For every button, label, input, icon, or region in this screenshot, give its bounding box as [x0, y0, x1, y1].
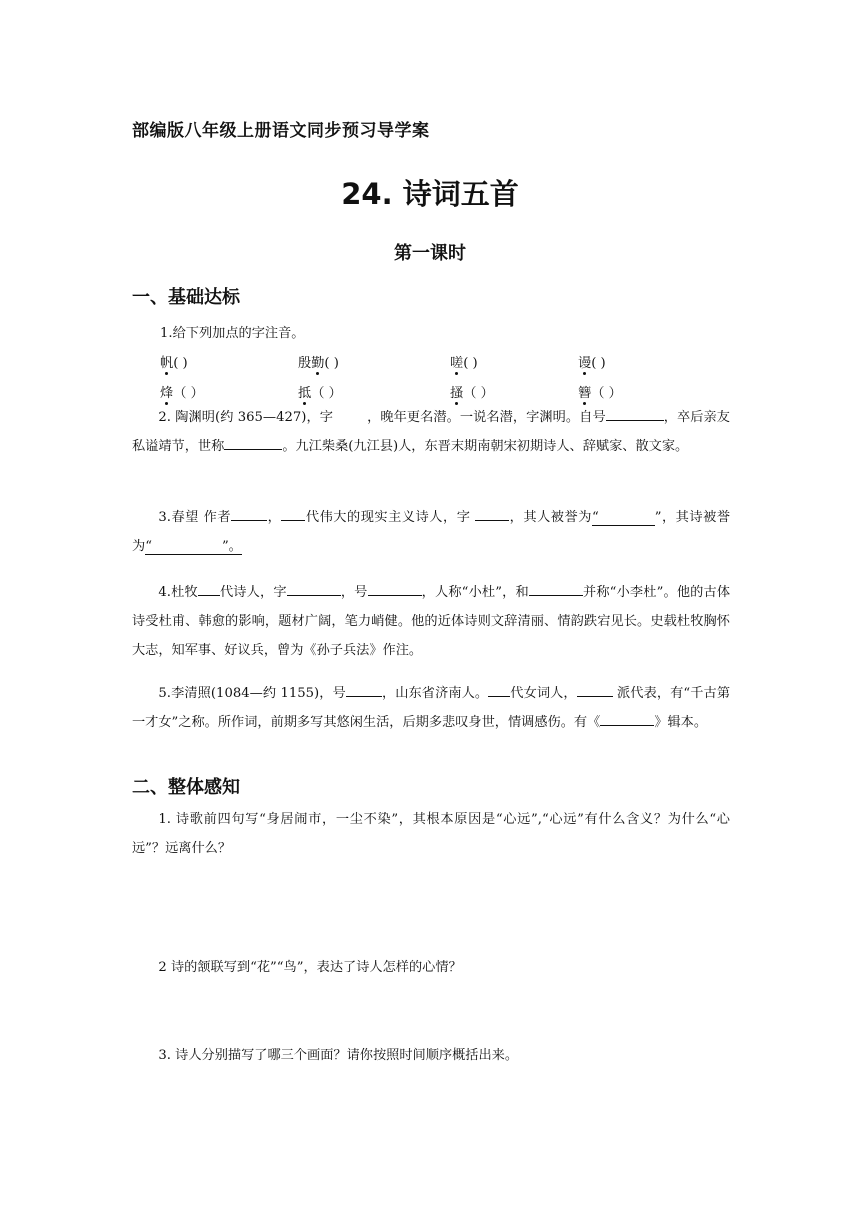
- pinyin-item: 抵（ ）: [298, 382, 342, 401]
- answer-blank[interactable]: [529, 581, 583, 596]
- answer-blank[interactable]: “ ”。: [145, 539, 242, 554]
- section-overall-heading: 二、整体感知: [132, 777, 240, 798]
- dotted-char: 抵: [298, 382, 311, 401]
- question-2: 2. 陶渊明(约 365—427)，字 ，晚年更名潜。一说名潜，字渊明。自号 ，卒后亲友私谥靖节，世称 。九江柴桑(九江县)人，东晋末期南朝宋初期诗人、辞赋家、散文家。: [132, 403, 730, 461]
- pinyin-item: 谩( ): [578, 352, 606, 371]
- overall-question-3: 3. 诗人分别描写了哪三个画面？请你按照时间顺序概括出来。: [158, 1048, 519, 1063]
- answer-blank[interactable]: [198, 581, 220, 596]
- dotted-char: 烽: [160, 382, 173, 401]
- dotted-char: 帆: [160, 352, 173, 371]
- answer-blank[interactable]: [231, 506, 267, 521]
- answer-blank[interactable]: [281, 506, 305, 521]
- lesson-title: 24. 诗词五首: [341, 177, 519, 211]
- overall-question-1: 1. 诗歌前四句写“身居闹市，一尘不染”，其根本原因是“心远”,“心远”有什么含义？为什么“心远”？远离什么？: [132, 812, 730, 856]
- answer-blank[interactable]: [577, 682, 613, 697]
- section-basic-heading: 一、基础达标: [132, 287, 240, 308]
- answer-blank[interactable]: [475, 506, 509, 521]
- answer-blank[interactable]: [333, 407, 367, 421]
- pinyin-item: 嗟( ): [450, 352, 478, 371]
- answer-blank[interactable]: [600, 711, 654, 726]
- lesson-subtitle: 第一课时: [394, 243, 466, 264]
- answer-blank[interactable]: [346, 682, 382, 697]
- pinyin-item: 搔（ ）: [450, 382, 494, 401]
- question-3: 3.春望 作者 ， 代伟大的现实主义诗人，字 ，其人被誉为“ ”，其诗被誉为“ ”。: [132, 503, 730, 561]
- dotted-char: 谩: [578, 352, 591, 371]
- answer-blank[interactable]: [224, 435, 282, 450]
- answer-blank[interactable]: [287, 581, 341, 596]
- question-4: 4.杜牧 代诗人，字 ，号 ，人称“小杜”，和 并称“小李杜”。他的古体诗受杜甫、韩愈的影响，题材广阔，笔力峭健。他的近体诗则文辞清丽、情韵跌宕见长。史载杜牧胸怀大志，知军事、好议兵，曾为《孙子兵法》作注。: [132, 578, 730, 665]
- dotted-char: 搔: [450, 382, 463, 401]
- answer-blank[interactable]: [368, 581, 422, 596]
- pinyin-item: 殷勤( ): [298, 352, 339, 371]
- dotted-char: 嗟: [450, 352, 463, 371]
- answer-blank[interactable]: [488, 682, 510, 697]
- pinyin-item: 烽（ ）: [160, 382, 204, 401]
- answer-blank[interactable]: [606, 406, 664, 421]
- question-1-intro: 1.给下列加点的字注音。: [160, 326, 305, 341]
- pinyin-item: 帆( ): [160, 352, 188, 371]
- dotted-char: 勤: [311, 352, 324, 371]
- pinyin-item: 簪（ ）: [578, 382, 622, 401]
- dotted-char: 簪: [578, 382, 591, 401]
- question-5: 5.李清照(1084—约 1155)，号 ，山东省济南人。 代女词人， 派代表，有“千古第一才女”之称。所作词，前期多写其悠闲生活，后期多悲叹身世，情调感伤。有《 》辑本。: [132, 679, 730, 737]
- answer-blank[interactable]: “: [592, 510, 655, 526]
- document-header: 部编版八年级上册语文同步预习导学案: [132, 121, 430, 141]
- overall-question-2: 2 诗的颔联写到“花”“鸟”，表达了诗人怎样的心情？: [158, 960, 462, 975]
